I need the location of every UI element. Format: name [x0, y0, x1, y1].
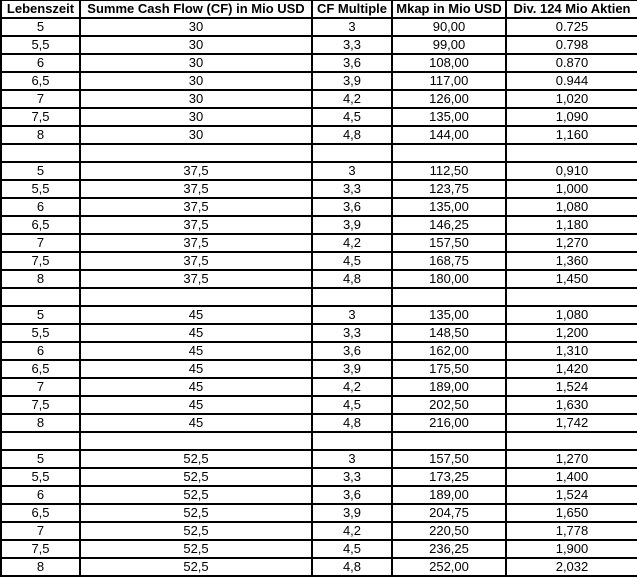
- empty-cell[interactable]: [506, 432, 637, 450]
- cell[interactable]: 1,524: [506, 378, 637, 396]
- cell[interactable]: 5: [1, 450, 80, 468]
- cell[interactable]: 37,5: [80, 180, 312, 198]
- cell[interactable]: 6,5: [1, 360, 80, 378]
- table-row: [1, 126, 637, 144]
- cell[interactable]: 30: [80, 90, 312, 108]
- cell[interactable]: 4,8: [312, 270, 392, 288]
- cell[interactable]: 168,75: [392, 252, 506, 270]
- cell[interactable]: 45: [80, 396, 312, 414]
- cell[interactable]: 30: [80, 108, 312, 126]
- cell[interactable]: 1,180: [506, 216, 637, 234]
- table-row: [1, 342, 637, 360]
- cell[interactable]: 162,00: [392, 342, 506, 360]
- cell[interactable]: 144,00: [392, 126, 506, 144]
- cell[interactable]: 3,6: [312, 486, 392, 504]
- cell[interactable]: 30: [80, 72, 312, 90]
- cell[interactable]: 1,310: [506, 342, 637, 360]
- cell[interactable]: 52,5: [80, 450, 312, 468]
- cell[interactable]: 3: [312, 306, 392, 324]
- cell[interactable]: 52,5: [80, 540, 312, 558]
- cell[interactable]: 7: [1, 234, 80, 252]
- table-row: [1, 378, 637, 396]
- cell[interactable]: 5: [1, 306, 80, 324]
- cell[interactable]: 7,5: [1, 252, 80, 270]
- cell[interactable]: 8: [1, 270, 80, 288]
- cell[interactable]: 0.725: [506, 18, 637, 36]
- cell[interactable]: 4,2: [312, 378, 392, 396]
- cell[interactable]: 30: [80, 54, 312, 72]
- cell[interactable]: 0.798: [506, 36, 637, 54]
- cell[interactable]: 45: [80, 414, 312, 432]
- cell[interactable]: 5,5: [1, 36, 80, 54]
- cell[interactable]: 6,5: [1, 216, 80, 234]
- empty-cell[interactable]: [1, 144, 80, 162]
- cell[interactable]: 6: [1, 198, 80, 216]
- cell[interactable]: 37,5: [80, 216, 312, 234]
- table-row: [1, 558, 637, 576]
- empty-cell[interactable]: [1, 432, 80, 450]
- table-row: [1, 216, 637, 234]
- table-row: [1, 414, 637, 432]
- cell[interactable]: 2,032: [506, 558, 637, 576]
- cell[interactable]: 1,742: [506, 414, 637, 432]
- cell[interactable]: 4,8: [312, 414, 392, 432]
- cell[interactable]: 4,5: [312, 252, 392, 270]
- cell[interactable]: 157,50: [392, 450, 506, 468]
- table-row: [1, 90, 637, 108]
- header-row: [1, 1, 637, 19]
- table-row: [1, 270, 637, 288]
- cell[interactable]: 52,5: [80, 558, 312, 576]
- cell[interactable]: 4,2: [312, 90, 392, 108]
- cell[interactable]: 37,5: [80, 234, 312, 252]
- cell[interactable]: 0.944: [506, 72, 637, 90]
- cell[interactable]: 99,00: [392, 36, 506, 54]
- spacer-row: [1, 144, 637, 162]
- cell[interactable]: 7,5: [1, 396, 80, 414]
- cell[interactable]: 6,5: [1, 72, 80, 90]
- cell[interactable]: 6: [1, 54, 80, 72]
- empty-cell[interactable]: [80, 432, 312, 450]
- cell[interactable]: 45: [80, 360, 312, 378]
- table-row: [1, 540, 637, 558]
- cell[interactable]: 7: [1, 90, 80, 108]
- table-row: [1, 36, 637, 54]
- empty-cell[interactable]: [80, 288, 312, 306]
- cell[interactable]: 4,5: [312, 108, 392, 126]
- table-row: [1, 234, 637, 252]
- cell[interactable]: 5,5: [1, 180, 80, 198]
- cell[interactable]: 8: [1, 126, 80, 144]
- cell[interactable]: 5,5: [1, 324, 80, 342]
- cell[interactable]: 0.870: [506, 54, 637, 72]
- table-row: [1, 72, 637, 90]
- cell[interactable]: 1,270: [506, 450, 637, 468]
- cell[interactable]: 1,160: [506, 126, 637, 144]
- cell[interactable]: 52,5: [80, 486, 312, 504]
- empty-cell[interactable]: [506, 288, 637, 306]
- table-row: [1, 108, 637, 126]
- table-row: [1, 468, 637, 486]
- empty-cell[interactable]: [80, 144, 312, 162]
- cell[interactable]: 189,00: [392, 378, 506, 396]
- cell[interactable]: 5: [1, 162, 80, 180]
- cell[interactable]: 37,5: [80, 270, 312, 288]
- table-row: [1, 360, 637, 378]
- cell[interactable]: 45: [80, 306, 312, 324]
- cell[interactable]: 8: [1, 414, 80, 432]
- cell[interactable]: 126,00: [392, 90, 506, 108]
- cell[interactable]: 108,00: [392, 54, 506, 72]
- cell[interactable]: 4,8: [312, 558, 392, 576]
- cell[interactable]: 252,00: [392, 558, 506, 576]
- table-row: [1, 54, 637, 72]
- cell[interactable]: 1,778: [506, 522, 637, 540]
- table-row: [1, 306, 637, 324]
- cell[interactable]: 1,630: [506, 396, 637, 414]
- cell[interactable]: 3,6: [312, 342, 392, 360]
- cell[interactable]: 202,50: [392, 396, 506, 414]
- cell[interactable]: 45: [80, 324, 312, 342]
- cell[interactable]: 135,00: [392, 198, 506, 216]
- cell[interactable]: 3,9: [312, 360, 392, 378]
- spacer-row: [1, 288, 637, 306]
- cell[interactable]: 37,5: [80, 198, 312, 216]
- cell[interactable]: 3: [312, 162, 392, 180]
- cell[interactable]: 30: [80, 126, 312, 144]
- cell[interactable]: 135,00: [392, 108, 506, 126]
- cell[interactable]: 45: [80, 342, 312, 360]
- table-row: [1, 180, 637, 198]
- cell[interactable]: 6: [1, 486, 80, 504]
- cell[interactable]: 112,50: [392, 162, 506, 180]
- table-row: [1, 396, 637, 414]
- cell[interactable]: 5: [1, 18, 80, 36]
- table-body: [1, 18, 637, 576]
- cell[interactable]: 1,080: [506, 198, 637, 216]
- cell[interactable]: 1,000: [506, 180, 637, 198]
- cell[interactable]: 1,420: [506, 360, 637, 378]
- cell[interactable]: 146,25: [392, 216, 506, 234]
- column-header[interactable]: Lebenszeit: [1, 1, 80, 19]
- table-row: [1, 504, 637, 522]
- cell[interactable]: 8: [1, 558, 80, 576]
- empty-cell[interactable]: [1, 288, 80, 306]
- table-row: [1, 162, 637, 180]
- empty-cell[interactable]: [392, 144, 506, 162]
- cell[interactable]: 37,5: [80, 252, 312, 270]
- cell[interactable]: 4,8: [312, 126, 392, 144]
- cell[interactable]: 189,00: [392, 486, 506, 504]
- cell[interactable]: 148,50: [392, 324, 506, 342]
- cell[interactable]: 4,2: [312, 234, 392, 252]
- cell[interactable]: 1,080: [506, 306, 637, 324]
- cell[interactable]: 0,910: [506, 162, 637, 180]
- empty-cell[interactable]: [506, 144, 637, 162]
- cell[interactable]: 3: [312, 18, 392, 36]
- cell[interactable]: 7,5: [1, 108, 80, 126]
- cell[interactable]: 4,5: [312, 396, 392, 414]
- cell[interactable]: 1,360: [506, 252, 637, 270]
- cell[interactable]: 90,00: [392, 18, 506, 36]
- cell[interactable]: 1,270: [506, 234, 637, 252]
- cell[interactable]: 1,650: [506, 504, 637, 522]
- cell[interactable]: 3,3: [312, 468, 392, 486]
- empty-cell[interactable]: [312, 288, 392, 306]
- table-row: [1, 18, 637, 36]
- cell[interactable]: 135,00: [392, 306, 506, 324]
- column-header[interactable]: CF Multiple: [312, 1, 392, 19]
- cell[interactable]: 6: [1, 342, 80, 360]
- cell[interactable]: 6,5: [1, 504, 80, 522]
- column-header[interactable]: Div. 124 Mio Aktien: [506, 1, 637, 19]
- cell[interactable]: 3,9: [312, 216, 392, 234]
- cell[interactable]: 7: [1, 522, 80, 540]
- cell[interactable]: 52,5: [80, 468, 312, 486]
- cell[interactable]: 3,3: [312, 180, 392, 198]
- cell[interactable]: 5,5: [1, 468, 80, 486]
- cell[interactable]: 204,75: [392, 504, 506, 522]
- cell[interactable]: 1,090: [506, 108, 637, 126]
- cell[interactable]: 45: [80, 378, 312, 396]
- cell[interactable]: 3: [312, 450, 392, 468]
- cell[interactable]: 3,6: [312, 198, 392, 216]
- cell[interactable]: 3,9: [312, 72, 392, 90]
- cell[interactable]: 216,00: [392, 414, 506, 432]
- cell[interactable]: 3,6: [312, 54, 392, 72]
- spacer-row: [1, 432, 637, 450]
- cell[interactable]: 175,50: [392, 360, 506, 378]
- cell[interactable]: 1,900: [506, 540, 637, 558]
- table-row: [1, 198, 637, 216]
- cell[interactable]: 37,5: [80, 162, 312, 180]
- column-header[interactable]: Mkap in Mio USD: [392, 1, 506, 19]
- cell[interactable]: 1,450: [506, 270, 637, 288]
- cell[interactable]: 30: [80, 18, 312, 36]
- cell[interactable]: 3,3: [312, 324, 392, 342]
- empty-cell[interactable]: [392, 432, 506, 450]
- cell[interactable]: 157,50: [392, 234, 506, 252]
- cell[interactable]: 4,2: [312, 522, 392, 540]
- table-row: [1, 252, 637, 270]
- table-row: [1, 486, 637, 504]
- table-row: [1, 522, 637, 540]
- cell[interactable]: 30: [80, 36, 312, 54]
- empty-cell[interactable]: [312, 432, 392, 450]
- cell[interactable]: 1,524: [506, 486, 637, 504]
- cell[interactable]: 7: [1, 378, 80, 396]
- cell[interactable]: 3,9: [312, 504, 392, 522]
- cell[interactable]: 52,5: [80, 522, 312, 540]
- cell[interactable]: 117,00: [392, 72, 506, 90]
- cell[interactable]: 236,25: [392, 540, 506, 558]
- cell[interactable]: 173,25: [392, 468, 506, 486]
- cell[interactable]: 1,020: [506, 90, 637, 108]
- cell[interactable]: 1,400: [506, 468, 637, 486]
- table-row: [1, 450, 637, 468]
- cell[interactable]: 52,5: [80, 504, 312, 522]
- table-row: [1, 324, 637, 342]
- cell[interactable]: 123,75: [392, 180, 506, 198]
- cell[interactable]: 3,3: [312, 36, 392, 54]
- column-header[interactable]: Summe Cash Flow (CF) in Mio USD: [80, 1, 312, 19]
- empty-cell[interactable]: [392, 288, 506, 306]
- cell[interactable]: 7,5: [1, 540, 80, 558]
- empty-cell[interactable]: [312, 144, 392, 162]
- cell[interactable]: 180,00: [392, 270, 506, 288]
- cell[interactable]: 4,5: [312, 540, 392, 558]
- cell[interactable]: 1,200: [506, 324, 637, 342]
- cell[interactable]: 220,50: [392, 522, 506, 540]
